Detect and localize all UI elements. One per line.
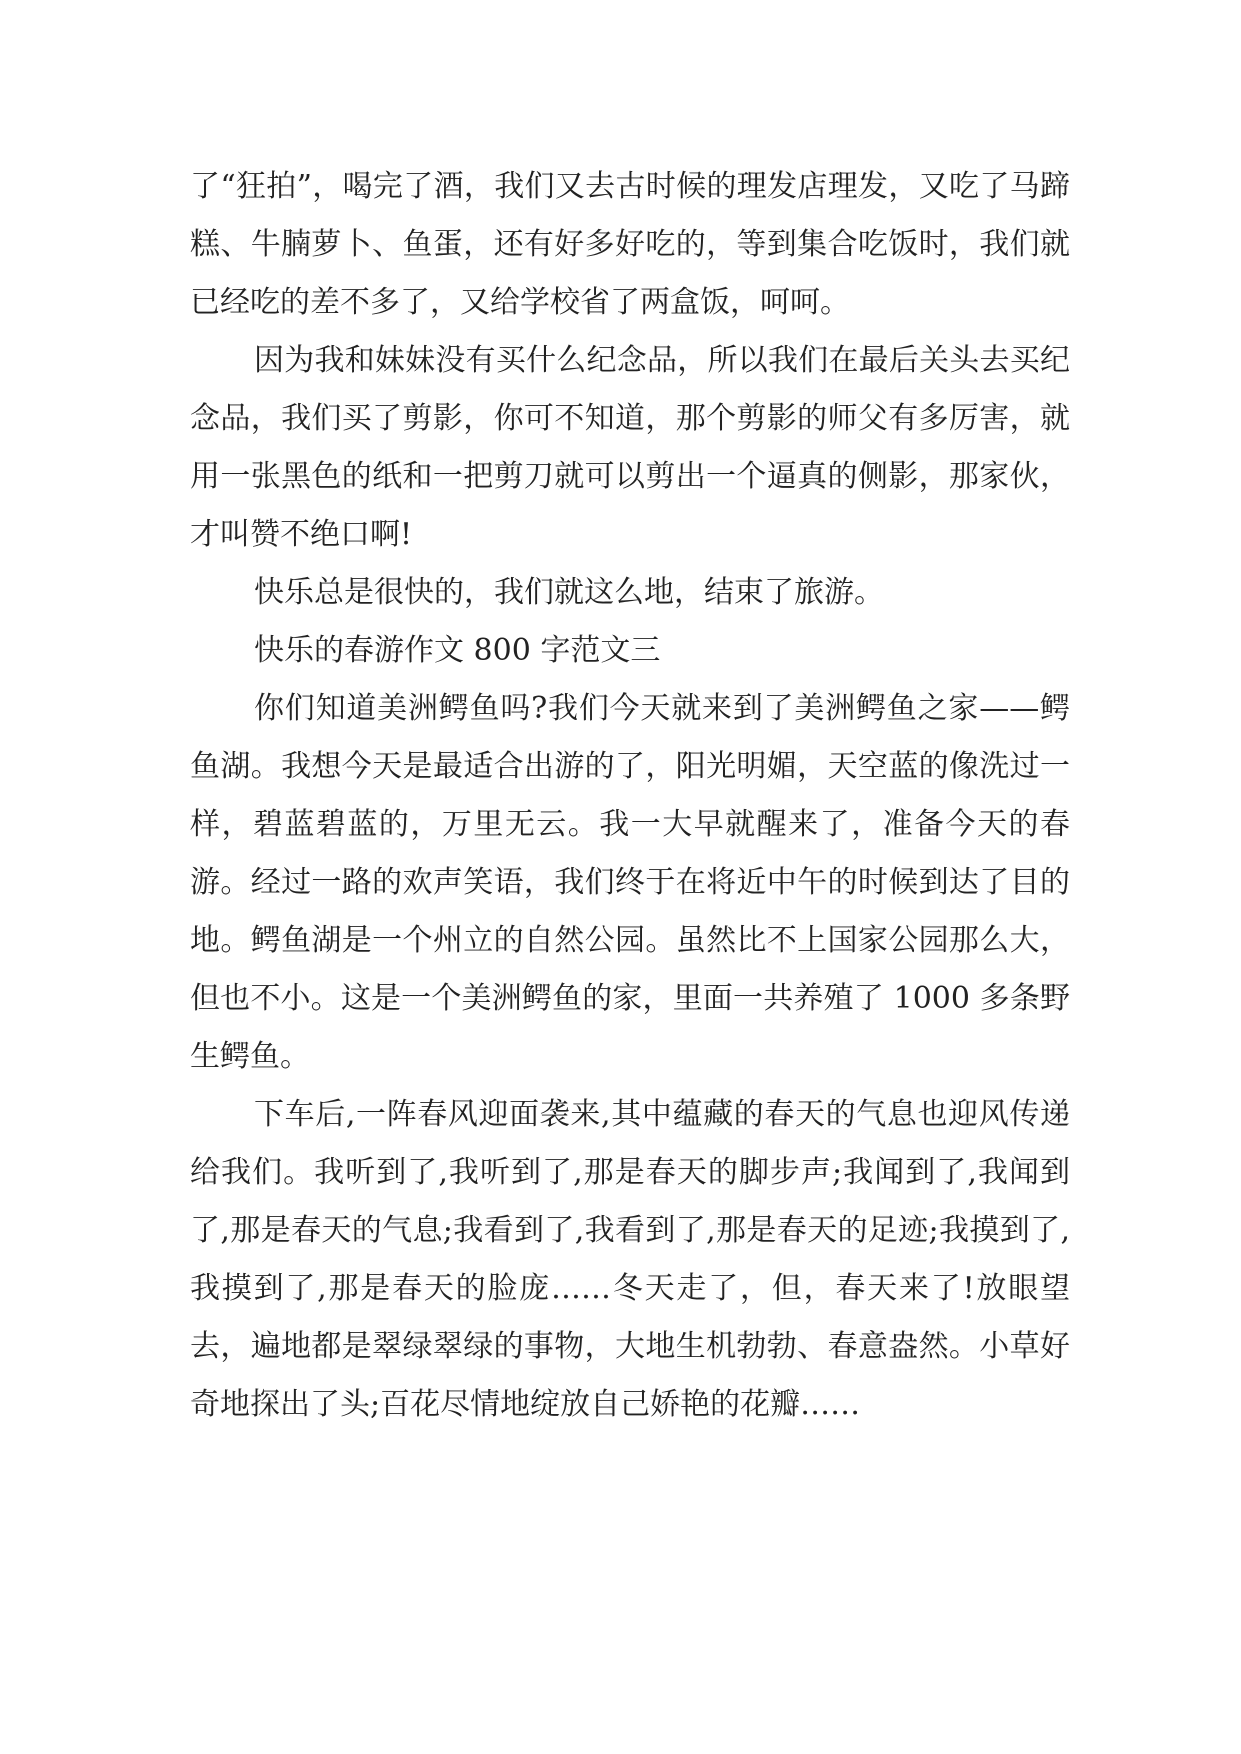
section-heading: 快乐的春游作文 800 字范文三 <box>254 633 661 668</box>
paragraph-5: 下车后,一阵春风迎面袭来,其中蕴藏的春天的气息也迎风传递给我们。我听到了,我听到了,那是春天的脚步声;我闻到了,我闻到了,那是春天的气息;我看到了,我看到了,那是春天的足迹;我摸到了,我摸到了,那是春天的脸庞……冬天走了，但，春天来了!放眼望去，遍地都是翠绿翠绿的事物，大地生机勃勃、春意盎然。小草好奇地探出了头;百花尽情地绽放自己娇艳的花瓣…… <box>190 1097 1070 1422</box>
document-body <box>190 158 1070 1434</box>
paragraph-1: 了“狂拍”，喝完了酒，我们又去古时候的理发店理发，又吃了马蹄糕、牛腩萝卜、鱼蛋，还有好多好吃的，等到集合吃饭时，我们就已经吃的差不多了，又给学校省了两盒饭，呵呵。 <box>190 169 1070 320</box>
paragraph-2: 因为我和妹妹没有买什么纪念品，所以我们在最后关头去买纪念品，我们买了剪影，你可不知道，那个剪影的师父有多厉害，就用一张黑色的纸和一把剪刀就可以剪出一个逼真的侧影，那家伙，才叫赞不绝口啊! <box>190 343 1070 552</box>
paragraph-3: 快乐总是很快的，我们就这么地，结束了旅游。 <box>254 575 884 610</box>
paragraph-4: 你们知道美洲鳄鱼吗?我们今天就来到了美洲鳄鱼之家——鳄鱼湖。我想今天是最适合出游的了，阳光明媚，天空蓝的像洗过一样，碧蓝碧蓝的，万里无云。我一大早就醒来了，准备今天的春游。经过一路的欢声笑语，我们终于在将近中午的时候到达了目的地。鳄鱼湖是一个州立的自然公园。虽然比不上国家公园那么大，但也不小。这是一个美洲鳄鱼的家，里面一共养殖了 1000 多条野生鳄鱼。 <box>190 691 1070 1074</box>
